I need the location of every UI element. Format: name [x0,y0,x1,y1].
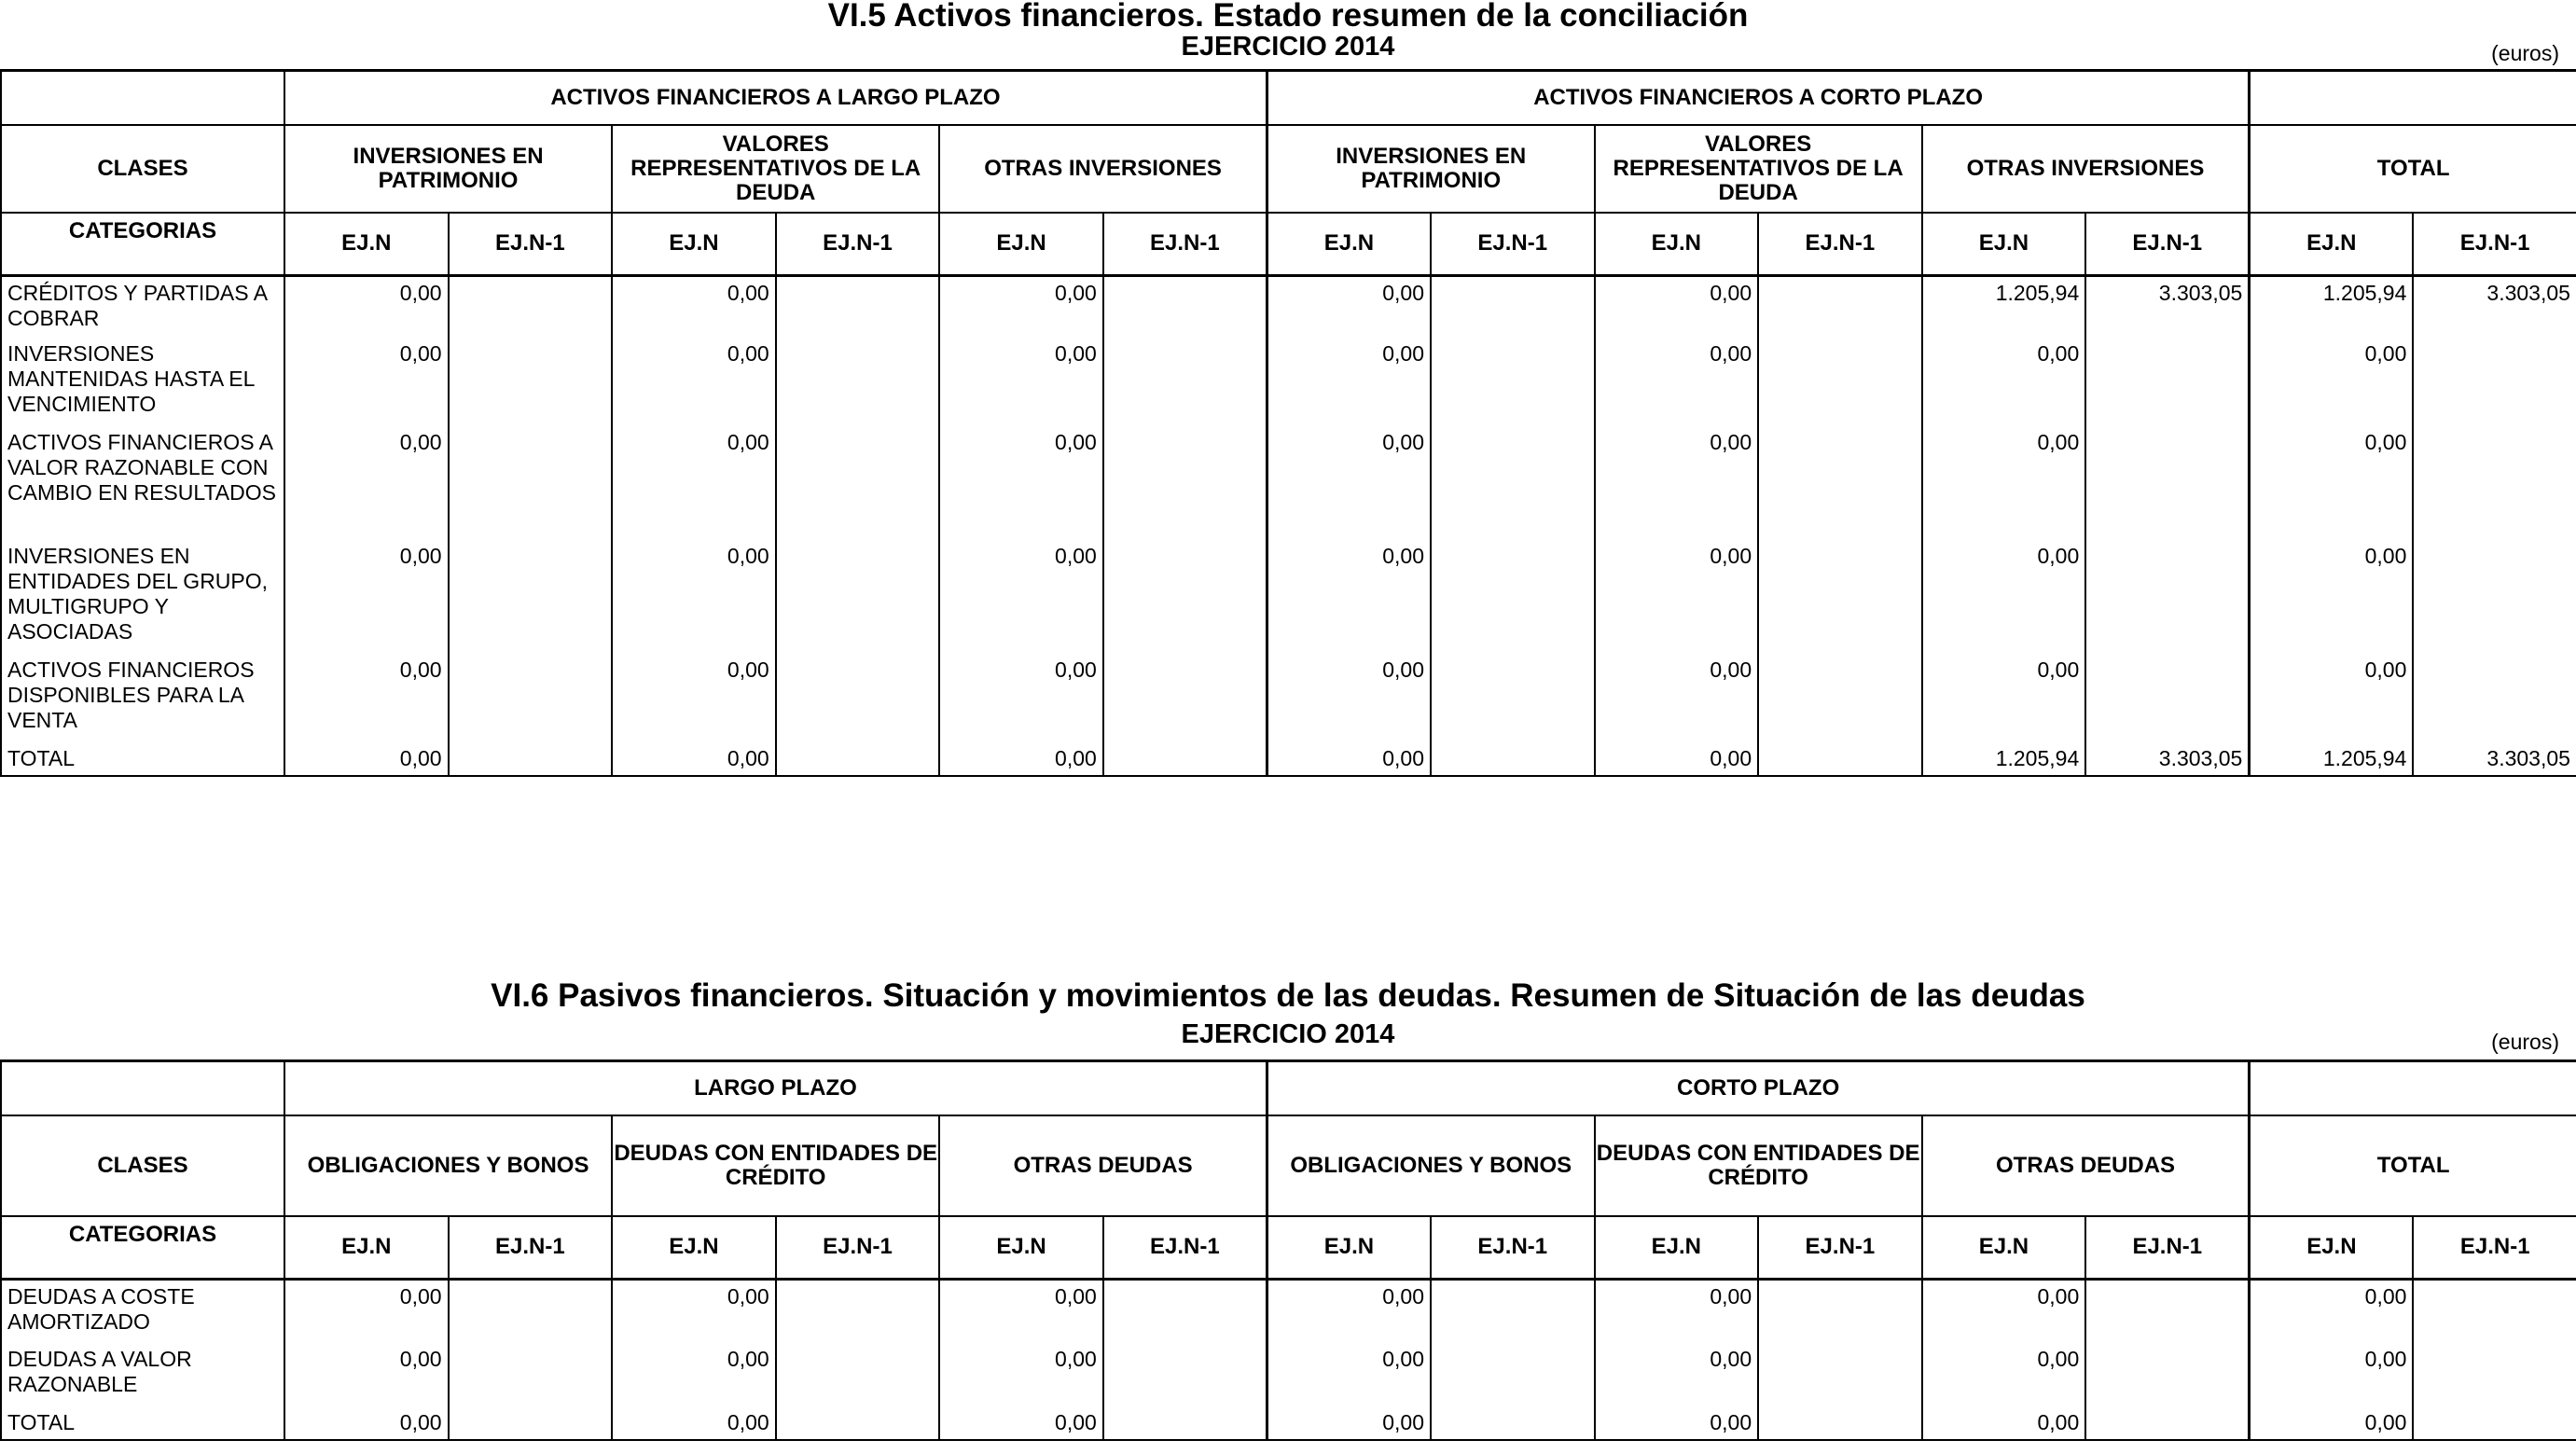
value-cell: 0,00 [1595,426,1759,540]
subheader: DEUDAS CON ENTIDADES DE CRÉDITO [612,1115,939,1216]
value-cell: 0,00 [612,1406,776,1440]
group-long-term: ACTIVOS FINANCIEROS A LARGO PLAZO [284,71,1267,125]
value-cell: 0,00 [2250,1280,2414,1343]
value-cell [2085,1343,2250,1406]
table-row [1,1406,2576,1440]
value-cell [2085,338,2250,426]
value-cell: 1.205,94 [1922,742,2086,776]
value-cell [1103,1343,1267,1406]
value-cell: 0,00 [612,540,776,654]
value-cell: 3.303,05 [2085,276,2250,338]
value-cell [1758,276,1922,338]
value-cell: 0,00 [1922,540,2086,654]
value-cell [2413,426,2576,540]
value-cell [2413,1343,2576,1406]
value-cell [449,1280,613,1343]
value-cell [449,426,613,540]
value-cell: 0,00 [1595,654,1759,742]
value-cell [2413,1406,2576,1440]
value-cell [1431,540,1595,654]
value-cell [1103,276,1267,338]
value-cell: 3.303,05 [2413,276,2576,338]
year-col-header: EJ.N-1 [449,213,613,276]
section-2-units: (euros) [2491,1030,2559,1054]
value-cell [449,1406,613,1440]
table-row [1,1343,2576,1406]
year-col-header: EJ.N [612,213,776,276]
value-cell: 0,00 [1595,1406,1759,1440]
value-cell: 0,00 [939,1406,1103,1440]
row-label: TOTAL [1,1406,284,1440]
value-cell: 0,00 [2250,426,2414,540]
section-2-title: VI.6 Pasivos financieros. Situación y movimientos de las deudas. Resumen de Situación de las deudas [491,977,2085,1014]
value-cell [2085,1280,2250,1343]
value-cell: 0,00 [1595,1343,1759,1406]
value-cell: 0,00 [1267,276,1431,338]
subheader: VALORES REPRESENTATIVOS DE LA DEUDA [1595,125,1922,213]
year-col-header: EJ.N-1 [1103,213,1267,276]
value-cell [1431,1280,1595,1343]
table-row [1,426,2576,540]
value-cell: 0,00 [1267,1406,1431,1440]
value-cell [1431,742,1595,776]
value-cell: 0,00 [1595,1280,1759,1343]
table-row [1,742,2576,776]
value-cell [776,338,940,426]
value-cell: 0,00 [284,276,449,338]
year-col-header: EJ.N [1922,1216,2086,1280]
value-cell: 0,00 [1922,338,2086,426]
value-cell [449,654,613,742]
table-row [1,276,2576,338]
assets-table [0,69,2576,777]
year-col-header: EJ.N-1 [1431,213,1595,276]
value-cell [1758,1280,1922,1343]
value-cell [449,1343,613,1406]
year-col-header: EJ.N-1 [2413,1216,2576,1280]
subheader: INVERSIONES EN PATRIMONIO [284,125,612,213]
value-cell: 3.303,05 [2085,742,2250,776]
value-cell: 0,00 [284,540,449,654]
subheader: OTRAS INVERSIONES [1922,125,2250,213]
value-cell [1431,426,1595,540]
table-row [1,654,2576,742]
value-cell [449,742,613,776]
value-cell: 0,00 [284,1343,449,1406]
year-col-header: EJ.N [612,1216,776,1280]
value-cell [1103,540,1267,654]
value-cell: 0,00 [2250,540,2414,654]
value-cell [1431,654,1595,742]
value-cell [2085,540,2250,654]
group-total-blank [2250,71,2576,125]
value-cell [2413,654,2576,742]
year-col-header: EJ.N [1922,213,2086,276]
section-1-subtitle: EJERCICIO 2014 [1181,32,1395,62]
year-col-header: EJ.N [284,1216,449,1280]
value-cell [449,540,613,654]
value-cell: 0,00 [939,276,1103,338]
section-1-title: VI.5 Activos financieros. Estado resumen de la conciliación [827,0,1749,34]
group-short-term: CORTO PLAZO [1267,1061,2249,1115]
value-cell: 0,00 [1595,338,1759,426]
year-col-header: EJ.N [1595,1216,1759,1280]
value-cell: 0,00 [1922,1343,2086,1406]
year-col-header: EJ.N [939,1216,1103,1280]
subheader: DEUDAS CON ENTIDADES DE CRÉDITO [1595,1115,1922,1216]
year-col-header: EJ.N-1 [776,1216,940,1280]
value-cell: 0,00 [284,742,449,776]
value-cell: 0,00 [1267,338,1431,426]
row-label: DEUDAS A VALOR RAZONABLE [1,1343,284,1406]
year-col-header: EJ.N-1 [2085,1216,2250,1280]
value-cell: 0,00 [1595,276,1759,338]
value-cell: 0,00 [1267,742,1431,776]
value-cell [449,338,613,426]
row-label: ACTIVOS FINANCIEROS DISPONIBLES PARA LA VENTA [1,654,284,742]
value-cell [1103,426,1267,540]
value-cell: 0,00 [284,1280,449,1343]
row-label: TOTAL [1,742,284,776]
total-header: TOTAL [2250,125,2576,213]
value-cell: 0,00 [1595,742,1759,776]
value-cell: 0,00 [2250,654,2414,742]
year-col-header: EJ.N [2250,213,2414,276]
value-cell: 0,00 [612,426,776,540]
row-label: INVERSIONES MANTENIDAS HASTA EL VENCIMIENTO [1,338,284,426]
value-cell [1103,654,1267,742]
group-long-term: LARGO PLAZO [284,1061,1267,1115]
row-label: CRÉDITOS Y PARTIDAS A COBRAR [1,276,284,338]
value-cell: 0,00 [612,1343,776,1406]
value-cell [2085,426,2250,540]
subheader: OTRAS INVERSIONES [939,125,1267,213]
liabilities-table [0,1059,2576,1441]
total-header: TOTAL [2250,1115,2576,1216]
value-cell: 0,00 [612,742,776,776]
year-col-header: EJ.N-1 [1103,1216,1267,1280]
value-cell [2413,338,2576,426]
value-cell: 0,00 [1922,1406,2086,1440]
value-cell: 0,00 [1267,540,1431,654]
table-row [1,1280,2576,1343]
clases-header: CLASES [1,1115,284,1216]
row-label: ACTIVOS FINANCIEROS A VALOR RAZONABLE CON CAMBIO EN RESULTADOS [1,426,284,540]
subheader: OBLIGACIONES Y BONOS [1267,1115,1594,1216]
section-1-units: (euros) [2491,41,2559,65]
value-cell [2085,654,2250,742]
value-cell: 0,00 [1922,1280,2086,1343]
value-cell [1758,1343,1922,1406]
value-cell [1431,338,1595,426]
value-cell [2413,540,2576,654]
year-col-header: EJ.N [1267,213,1431,276]
value-cell [2085,1406,2250,1440]
value-cell: 1.205,94 [1922,276,2086,338]
subheader: OTRAS DEUDAS [939,1115,1267,1216]
subheader: OTRAS DEUDAS [1922,1115,2250,1216]
value-cell [1758,426,1922,540]
group-short-term: ACTIVOS FINANCIEROS A CORTO PLAZO [1267,71,2249,125]
value-cell: 0,00 [1267,1343,1431,1406]
value-cell: 1.205,94 [2250,742,2414,776]
value-cell [2413,1280,2576,1343]
value-cell [776,276,940,338]
value-cell: 0,00 [1922,654,2086,742]
value-cell: 0,00 [1922,426,2086,540]
value-cell: 0,00 [939,426,1103,540]
value-cell [1758,1406,1922,1440]
value-cell: 0,00 [939,338,1103,426]
value-cell [1103,742,1267,776]
value-cell: 0,00 [1267,654,1431,742]
year-col-header: EJ.N-1 [2413,213,2576,276]
value-cell: 0,00 [939,1343,1103,1406]
blank-corner [1,1061,284,1115]
value-cell [776,426,940,540]
year-col-header: EJ.N [284,213,449,276]
year-col-header: EJ.N [1267,1216,1431,1280]
year-col-header: EJ.N [1595,213,1759,276]
value-cell [776,540,940,654]
value-cell: 0,00 [2250,1343,2414,1406]
table-row [1,540,2576,654]
value-cell [776,1280,940,1343]
table-row [1,338,2576,426]
categorias-header: CATEGORIAS [1,1216,284,1280]
value-cell: 0,00 [939,654,1103,742]
value-cell [776,742,940,776]
subheader: OBLIGACIONES Y BONOS [284,1115,612,1216]
value-cell: 0,00 [939,742,1103,776]
value-cell [1431,276,1595,338]
value-cell [1103,338,1267,426]
year-col-header: EJ.N-1 [1758,213,1922,276]
row-label: INVERSIONES EN ENTIDADES DEL GRUPO, MULTIGRUPO Y ASOCIADAS [1,540,284,654]
year-col-header: EJ.N-1 [776,213,940,276]
subheader: VALORES REPRESENTATIVOS DE LA DEUDA [612,125,939,213]
section-2-subtitle: EJERCICIO 2014 [1181,1019,1395,1049]
value-cell [1758,654,1922,742]
year-col-header: EJ.N [2250,1216,2414,1280]
value-cell: 0,00 [1267,1280,1431,1343]
value-cell: 0,00 [2250,338,2414,426]
group-total-blank [2250,1061,2576,1115]
value-cell [776,654,940,742]
year-col-header: EJ.N-1 [1431,1216,1595,1280]
value-cell [1758,338,1922,426]
subheader: INVERSIONES EN PATRIMONIO [1267,125,1594,213]
year-col-header: EJ.N-1 [449,1216,613,1280]
value-cell [776,1343,940,1406]
value-cell: 0,00 [284,426,449,540]
year-col-header: EJ.N [939,213,1103,276]
row-label: DEUDAS A COSTE AMORTIZADO [1,1280,284,1343]
value-cell [776,1406,940,1440]
value-cell: 0,00 [939,540,1103,654]
value-cell [1103,1280,1267,1343]
value-cell: 0,00 [939,1280,1103,1343]
value-cell: 0,00 [612,338,776,426]
value-cell: 0,00 [612,276,776,338]
value-cell: 0,00 [2250,1406,2414,1440]
clases-header: CLASES [1,125,284,213]
value-cell: 0,00 [284,1406,449,1440]
value-cell: 0,00 [612,654,776,742]
blank-corner [1,71,284,125]
value-cell: 0,00 [1595,540,1759,654]
value-cell: 0,00 [284,654,449,742]
value-cell [1431,1406,1595,1440]
value-cell [1103,1406,1267,1440]
year-col-header: EJ.N-1 [1758,1216,1922,1280]
value-cell: 0,00 [284,338,449,426]
value-cell: 0,00 [1267,426,1431,540]
value-cell [1758,742,1922,776]
value-cell: 3.303,05 [2413,742,2576,776]
value-cell [1431,1343,1595,1406]
categorias-header: CATEGORIAS [1,213,284,276]
value-cell: 1.205,94 [2250,276,2414,338]
value-cell: 0,00 [612,1280,776,1343]
year-col-header: EJ.N-1 [2085,213,2250,276]
value-cell [449,276,613,338]
value-cell [1758,540,1922,654]
